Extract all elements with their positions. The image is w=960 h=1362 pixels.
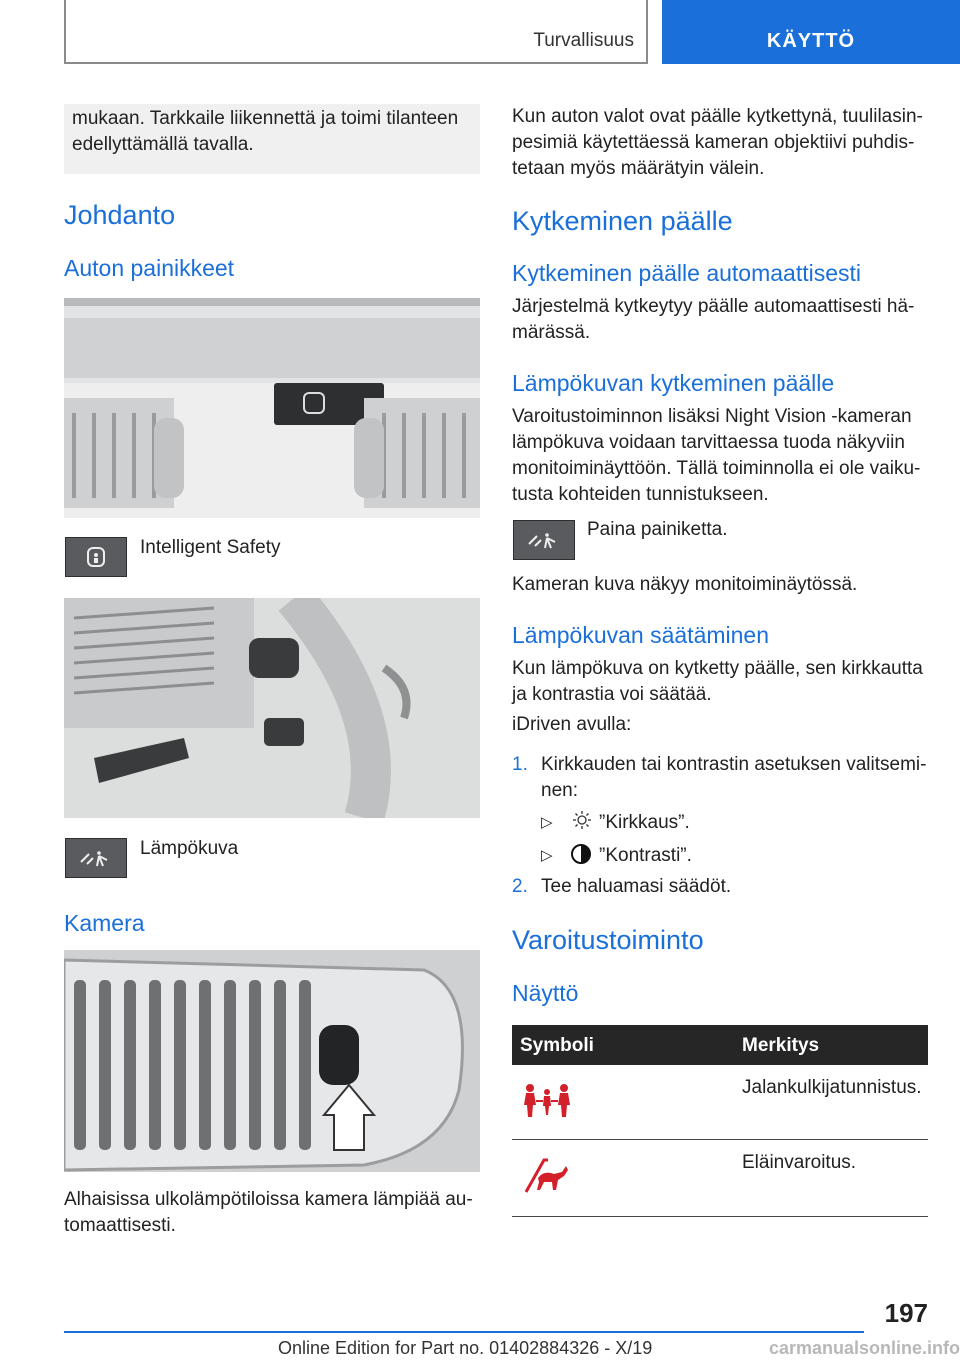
auto-on-text: Järjestelmä kytkeytyy päälle automaattisesti hä‐märässä. xyxy=(512,296,915,343)
grille-photo xyxy=(64,950,480,1172)
contrast-icon xyxy=(570,843,592,865)
heading-display: Näyttö xyxy=(512,980,579,1006)
table-row xyxy=(512,1140,928,1217)
header-frame xyxy=(64,0,648,64)
heading-warning: Varoitustoiminto xyxy=(512,925,704,955)
heading-adjust: Lämpökuvan säätäminen xyxy=(512,622,769,648)
table-header xyxy=(512,1025,928,1065)
sub-1-marker: ▷ xyxy=(541,814,553,831)
thermal-on-text: Varoitustoiminnon lisäksi Night Vision -kameran lämpökuva voidaan tarvittaessa tuoda näkyviin monitoiminäyttöön. Tällä toiminnolla ei ole vaiku‐tusta kohteiden tunnistukseen. xyxy=(512,406,921,505)
sub-2-marker: ▷ xyxy=(541,847,553,864)
heading-switch-on: Kytkeminen päälle xyxy=(512,206,733,236)
camera-heating-text: Alhaisissa ulkolämpötiloissa kamera lämpiää au‐tomaattisesti. xyxy=(64,1189,473,1236)
heading-thermal-on: Lämpökuvan kytkeminen päälle xyxy=(512,370,835,396)
header-chapter-label: KÄYTTÖ xyxy=(766,30,856,52)
header-section-title: Turvallisuus xyxy=(533,30,634,51)
animal-meaning: Eläinvaroitus. xyxy=(742,1152,857,1173)
step-2-number: 2. xyxy=(512,876,528,897)
thermal-image-label: Lämpökuva xyxy=(140,838,239,859)
thermal-image-button-icon xyxy=(65,838,127,878)
brightness-icon xyxy=(572,810,592,830)
watermark[interactable]: carmanualsonline.info xyxy=(768,1338,960,1358)
step-2-text: Tee haluamasi säädöt. xyxy=(541,876,732,897)
pedestrian-warning-icon xyxy=(522,1083,572,1124)
steering-photo xyxy=(64,598,480,818)
table-col-meaning: Merkitys xyxy=(742,1035,820,1056)
dashboard-photo xyxy=(64,298,480,518)
lens-cleaning-text: Kun auton valot ovat päälle kytkettynä, tuulilasin‐pesimiä käytettäessä kameran objektiivi puhdis‐tetaan myös määrätyin välein. xyxy=(512,106,923,179)
steering-illustration xyxy=(64,598,480,818)
animal-warning-icon xyxy=(522,1156,572,1201)
grille-illustration xyxy=(64,950,480,1172)
heading-buttons: Auton painikkeet xyxy=(64,255,235,281)
heading-camera: Kamera xyxy=(64,910,145,936)
heading-auto-on: Kytkeminen päälle automaattisesti xyxy=(512,260,862,286)
note-text: mukaan. Tarkkaile liikennettä ja toimi tilanteen edellyttämällä tavalla. xyxy=(72,108,459,155)
note-box xyxy=(64,104,480,174)
symbol-table xyxy=(512,1025,928,1217)
footer-rule xyxy=(64,1331,864,1333)
step-1-text: Kirkkauden tai kontrastin asetuksen valitsemi‐nen: xyxy=(541,754,927,801)
table-row xyxy=(512,1065,928,1140)
camera-display-text: Kameran kuva näkyy monitoiminäytössä. xyxy=(512,574,858,595)
idrive-text: iDriven avulla: xyxy=(512,714,632,735)
dashboard-illustration xyxy=(64,298,480,518)
header-chapter-tab[interactable] xyxy=(662,0,960,64)
intelligent-safety-label: Intelligent Safety xyxy=(140,537,281,558)
thermal-button-icon xyxy=(513,520,575,560)
adjust-text: Kun lämpökuva on kytketty päälle, sen kirkkautta ja kontrastia voi säätää. xyxy=(512,658,923,705)
footer-edition: Online Edition for Part no. 01402884326 - X/19 xyxy=(278,1338,653,1358)
table-col-symbol: Symboli xyxy=(520,1035,594,1056)
sub-1-text: ”Kirkkaus”. xyxy=(599,812,690,833)
step-1-number: 1. xyxy=(512,754,528,775)
heading-intro: Johdanto xyxy=(64,200,176,230)
sub-2-text: ”Kontrasti”. xyxy=(599,845,692,866)
intelligent-safety-button-icon xyxy=(65,537,127,577)
page-number: 197 xyxy=(884,1298,928,1328)
pedestrian-meaning: Jalankulkijatunnistus. xyxy=(742,1077,922,1098)
press-button-text: Paina painiketta. xyxy=(587,519,728,540)
